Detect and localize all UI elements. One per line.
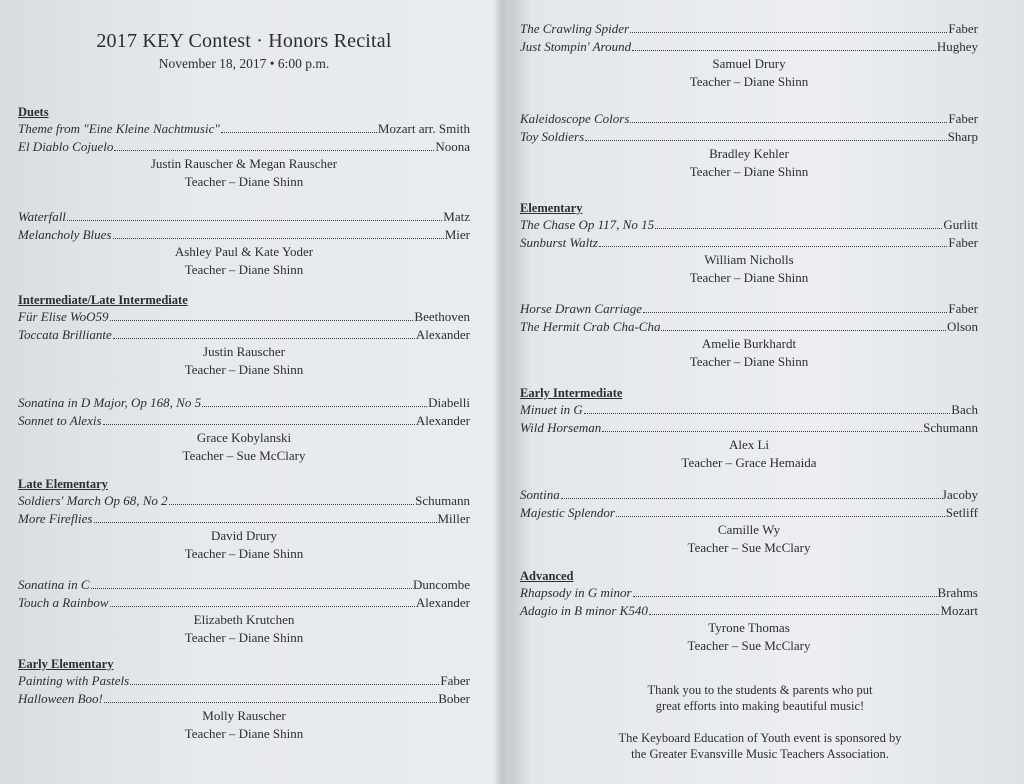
dot-leader bbox=[616, 516, 945, 517]
piece-row bbox=[520, 234, 978, 252]
performer-name: Molly Rauscher bbox=[202, 708, 286, 723]
program-group bbox=[18, 208, 470, 278]
category-heading: Early Elementary bbox=[18, 657, 114, 671]
piece-title: Toy Soldiers bbox=[520, 128, 585, 144]
recital-header bbox=[18, 30, 470, 72]
dot-leader bbox=[113, 338, 415, 339]
composer-name: Brahms bbox=[937, 585, 978, 600]
composer-name: Olson bbox=[946, 318, 978, 334]
thanks-line: Thank you to the students & parents who put bbox=[647, 683, 873, 697]
dot-leader bbox=[103, 424, 415, 425]
piece-title: The Hermit Crab Cha-Cha bbox=[520, 318, 661, 334]
performer-name: Amelie Burkhardt bbox=[701, 336, 797, 351]
dot-leader bbox=[561, 498, 941, 499]
dot-leader bbox=[91, 588, 412, 589]
piece-row bbox=[520, 300, 978, 318]
composer-name: Jacoby bbox=[941, 487, 978, 502]
piece-title: Adagio in B minor K540 bbox=[520, 602, 648, 618]
dot-leader bbox=[585, 140, 946, 141]
piece-title: Soldiers' March Op 68, No 2 bbox=[18, 493, 168, 508]
composer-name: Alexander bbox=[415, 326, 470, 342]
teacher-name: Teacher – Diane Shinn bbox=[184, 361, 304, 377]
category-heading: Early Intermediate bbox=[520, 386, 623, 400]
dot-leader bbox=[655, 228, 942, 229]
performer-name: David Drury bbox=[210, 528, 278, 543]
piece-title: Just Stompin' Around bbox=[520, 38, 632, 54]
teacher-name: Teacher – Diane Shinn bbox=[184, 725, 304, 741]
composer-name: Hughey bbox=[936, 38, 978, 54]
category-heading: Late Elementary bbox=[18, 477, 108, 491]
piece-row bbox=[18, 208, 470, 226]
category-heading: Duets bbox=[18, 105, 49, 119]
dot-leader bbox=[221, 132, 377, 133]
composer-name: Faber bbox=[948, 234, 978, 250]
piece-row bbox=[18, 672, 470, 690]
piece-title: Für Elise WoO59 bbox=[18, 309, 109, 324]
dot-leader bbox=[110, 320, 414, 321]
recital-title: 2017 KEY Contest · Honors Recital bbox=[96, 30, 392, 52]
piece-title: Theme from "Eine Kleine Nachtmusic" bbox=[18, 121, 220, 136]
category-heading: Intermediate/Late Intermediate bbox=[18, 293, 188, 307]
piece-title: Sunburst Waltz bbox=[520, 234, 598, 250]
composer-name: Matz bbox=[443, 209, 470, 224]
piece-title: El Diablo Cojuelo bbox=[18, 138, 114, 154]
dot-leader bbox=[130, 684, 439, 685]
piece-title: Sonnet to Alexis bbox=[18, 412, 102, 428]
piece-row bbox=[520, 318, 978, 336]
dot-leader bbox=[649, 614, 940, 615]
piece-row bbox=[18, 138, 470, 156]
piece-title: Kaleidoscope Colors bbox=[520, 111, 630, 126]
performer-name: Bradley Kehler bbox=[709, 146, 789, 161]
composer-name: Mozart bbox=[940, 602, 978, 618]
composer-name: Faber bbox=[440, 673, 470, 688]
dot-leader bbox=[661, 330, 945, 331]
teacher-name: Teacher – Diane Shinn bbox=[184, 261, 304, 277]
teacher-name: Teacher – Diane Shinn bbox=[689, 269, 809, 285]
composer-name: Diabelli bbox=[428, 395, 470, 410]
performer-name: Samuel Drury bbox=[712, 56, 786, 71]
dot-leader bbox=[104, 702, 437, 703]
piece-title: Sonatina in C bbox=[18, 577, 90, 592]
program-group bbox=[18, 476, 470, 562]
piece-row bbox=[18, 594, 470, 612]
piece-title: Halloween Boo! bbox=[18, 690, 103, 706]
teacher-name: Teacher – Grace Hemaida bbox=[681, 454, 817, 470]
dot-leader bbox=[202, 406, 427, 407]
composer-name: Bober bbox=[438, 690, 470, 706]
composer-name: Faber bbox=[948, 21, 978, 36]
program-group bbox=[520, 568, 978, 654]
sponsor-line: the Greater Evansville Music Teachers Association. bbox=[631, 747, 889, 761]
program-group bbox=[18, 656, 470, 742]
teacher-name: Teacher – Sue McClary bbox=[687, 539, 811, 555]
page-fold bbox=[494, 0, 510, 784]
program-group bbox=[520, 385, 978, 471]
program-group bbox=[18, 104, 470, 190]
composer-name: Gurlitt bbox=[943, 217, 978, 232]
dot-leader bbox=[633, 596, 937, 597]
composer-name: Setliff bbox=[945, 504, 978, 520]
piece-row bbox=[520, 602, 978, 620]
teacher-name: Teacher – Diane Shinn bbox=[184, 173, 304, 189]
composer-name: Faber bbox=[948, 301, 978, 316]
piece-title: Wild Horseman bbox=[520, 419, 602, 435]
program-group bbox=[520, 300, 978, 370]
piece-title: Touch a Rainbow bbox=[18, 594, 109, 610]
program-group bbox=[520, 200, 978, 286]
composer-name: Noona bbox=[435, 138, 470, 154]
piece-row bbox=[520, 216, 978, 234]
piece-row bbox=[520, 504, 978, 522]
piece-title: More Fireflies bbox=[18, 510, 93, 526]
composer-name: Faber bbox=[948, 111, 978, 126]
dot-leader bbox=[94, 522, 437, 523]
category-heading: Advanced bbox=[520, 569, 574, 583]
dot-leader bbox=[169, 504, 414, 505]
performer-name: Justin Rauscher & Megan Rauscher bbox=[150, 156, 338, 171]
piece-title: Painting with Pastels bbox=[18, 673, 130, 688]
piece-row bbox=[520, 419, 978, 437]
dot-leader bbox=[602, 431, 922, 432]
program-group bbox=[520, 20, 978, 90]
piece-row bbox=[520, 110, 978, 128]
performer-name: Camille Wy bbox=[717, 522, 781, 537]
composer-name: Mozart arr. Smith bbox=[377, 121, 470, 136]
teacher-name: Teacher – Diane Shinn bbox=[184, 629, 304, 645]
dot-leader bbox=[630, 122, 947, 123]
performer-name: Elizabeth Krutchen bbox=[193, 612, 295, 627]
composer-name: Schumann bbox=[415, 493, 470, 508]
dot-leader bbox=[67, 220, 442, 221]
composer-name: Sharp bbox=[947, 128, 978, 144]
performer-name: Tyrone Thomas bbox=[708, 620, 790, 635]
piece-row bbox=[18, 226, 470, 244]
piece-row bbox=[18, 394, 470, 412]
category-heading: Elementary bbox=[520, 201, 583, 215]
piece-title: Waterfall bbox=[18, 209, 66, 224]
dot-leader bbox=[584, 413, 950, 414]
performer-name: Ashley Paul & Kate Yoder bbox=[174, 244, 314, 259]
dot-leader bbox=[632, 50, 936, 51]
piece-title: Rhapsody in G minor bbox=[520, 585, 632, 600]
thanks-note bbox=[560, 682, 960, 714]
piece-row bbox=[18, 690, 470, 708]
teacher-name: Teacher – Diane Shinn bbox=[689, 163, 809, 179]
composer-name: Alexander bbox=[415, 594, 470, 610]
program-group bbox=[18, 394, 470, 464]
composer-name: Duncombe bbox=[412, 577, 470, 592]
dot-leader bbox=[113, 238, 444, 239]
left-page bbox=[18, 0, 470, 784]
dot-leader bbox=[110, 606, 415, 607]
piece-row bbox=[520, 38, 978, 56]
thanks-line: great efforts into making beautiful music! bbox=[655, 699, 865, 713]
program-group bbox=[520, 486, 978, 556]
piece-row bbox=[18, 492, 470, 510]
recital-date: November 18, 2017 • 6:00 p.m. bbox=[158, 56, 330, 71]
piece-row bbox=[520, 128, 978, 146]
teacher-name: Teacher – Diane Shinn bbox=[689, 353, 809, 369]
dot-leader bbox=[630, 32, 947, 33]
teacher-name: Teacher – Sue McClary bbox=[687, 637, 811, 653]
piece-title: Minuet in G bbox=[520, 402, 583, 417]
program-group bbox=[18, 292, 470, 378]
dot-leader bbox=[599, 246, 947, 247]
piece-row bbox=[18, 510, 470, 528]
sponsor-line: The Keyboard Education of Youth event is sponsored by bbox=[618, 731, 902, 745]
teacher-name: Teacher – Diane Shinn bbox=[689, 73, 809, 89]
teacher-name: Teacher – Sue McClary bbox=[182, 447, 306, 463]
piece-title: Horse Drawn Carriage bbox=[520, 301, 643, 316]
piece-row bbox=[18, 326, 470, 344]
teacher-name: Teacher – Diane Shinn bbox=[184, 545, 304, 561]
composer-name: Mier bbox=[444, 226, 470, 242]
piece-row bbox=[520, 401, 978, 419]
piece-title: The Chase Op 117, No 15 bbox=[520, 217, 655, 232]
sponsor-note bbox=[560, 730, 960, 762]
composer-name: Alexander bbox=[415, 412, 470, 428]
performer-name: Alex Li bbox=[728, 437, 770, 452]
composer-name: Beethoven bbox=[414, 309, 470, 324]
performer-name: William Nicholls bbox=[704, 252, 794, 267]
piece-row bbox=[520, 20, 978, 38]
piece-title: The Crawling Spider bbox=[520, 21, 630, 36]
composer-name: Schumann bbox=[923, 419, 978, 435]
dot-leader bbox=[114, 150, 434, 151]
composer-name: Miller bbox=[437, 510, 470, 526]
performer-name: Justin Rauscher bbox=[203, 344, 285, 359]
piece-title: Majestic Splendor bbox=[520, 504, 615, 520]
piece-title: Sontina bbox=[520, 487, 560, 502]
performer-name: Grace Kobylanski bbox=[196, 430, 292, 445]
composer-name: Bach bbox=[951, 402, 978, 417]
dot-leader bbox=[643, 312, 947, 313]
piece-title: Sonatina in D Major, Op 168, No 5 bbox=[18, 395, 202, 410]
piece-title: Melancholy Blues bbox=[18, 226, 112, 242]
program-group bbox=[18, 576, 470, 646]
program-group bbox=[520, 110, 978, 180]
piece-row bbox=[18, 120, 470, 138]
piece-row bbox=[18, 412, 470, 430]
piece-row bbox=[520, 486, 978, 504]
piece-title: Toccata Brilliante bbox=[18, 326, 112, 342]
piece-row bbox=[520, 584, 978, 602]
right-page bbox=[520, 0, 978, 784]
piece-row bbox=[18, 308, 470, 326]
piece-row bbox=[18, 576, 470, 594]
